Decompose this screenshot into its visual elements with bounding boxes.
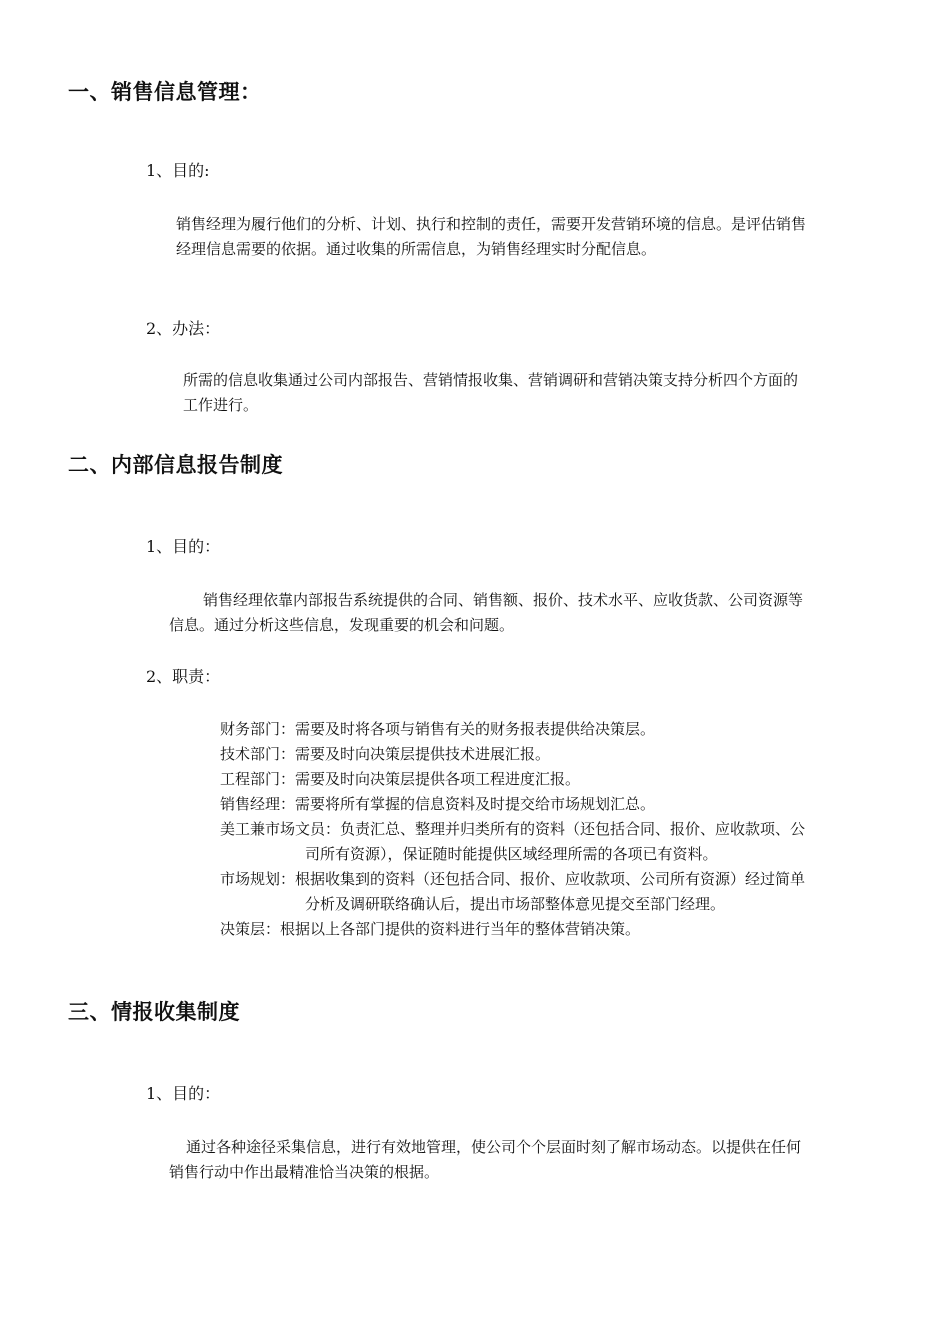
paragraph-line: 销售行动中作出最精准恰当决策的根据。 xyxy=(169,1163,440,1181)
paragraph-line: 所需的信息收集通过公司内部报告、营销情报收集、营销调研和营销决策支持分析四个方面的 xyxy=(183,371,799,389)
paragraph-line: 销售经理为履行他们的分析、计划、执行和控制的责任，需要开发营销环境的信息。是评估销售 xyxy=(176,215,807,233)
role-finance: 财务部门：需要及时将各项与销售有关的财务报表提供给决策层。 xyxy=(220,720,656,738)
paragraph-line: 工作进行。 xyxy=(183,396,259,414)
subheading-purpose: 1、目的: xyxy=(146,161,210,180)
paragraph-line: 信息。通过分析这些信息，发现重要的机会和问题。 xyxy=(169,616,515,634)
role-sales-manager: 销售经理：需要将所有掌握的信息资料及时提交给市场规划汇总。 xyxy=(220,795,656,813)
role-art-clerk-cont: 司所有资源），保证随时能提供区域经理所需的各项已有资料。 xyxy=(305,845,718,863)
subheading-duties: 2、职责： xyxy=(146,667,221,686)
role-art-clerk: 美工兼市场文员：负责汇总、整理并归类所有的资料（还包括合同、报价、应收款项、公 xyxy=(220,820,806,838)
paragraph-line: 通过各种途径采集信息，进行有效地管理，使公司个个层面时刻了解市场动态。以提供在任何 xyxy=(186,1138,802,1156)
subheading-purpose: 1、目的： xyxy=(146,537,221,556)
section-title-sales-info: 一、销售信息管理： xyxy=(68,80,262,104)
role-engineering: 工程部门：需要及时向决策层提供各项工程进度汇报。 xyxy=(220,770,581,788)
role-market-planning: 市场规划：根据收集到的资料（还包括合同、报价、应收款项、公司所有资源）经过简单 xyxy=(220,870,806,888)
section-title-intel-collection: 三、情报收集制度 xyxy=(68,1000,240,1024)
paragraph-line: 销售经理依靠内部报告系统提供的合同、销售额、报价、技术水平、应收货款、公司资源等 xyxy=(203,591,804,609)
role-technology: 技术部门：需要及时向决策层提供技术进展汇报。 xyxy=(220,745,551,763)
subheading-method: 2、办法： xyxy=(146,319,221,338)
role-decision-layer: 决策层：根据以上各部门提供的资料进行当年的整体营销决策。 xyxy=(220,920,641,938)
subheading-purpose: 1、目的： xyxy=(146,1084,221,1103)
role-market-planning-cont: 分析及调研联络确认后，提出市场部整体意见提交至部门经理。 xyxy=(305,895,726,913)
section-title-internal-report: 二、内部信息报告制度 xyxy=(68,453,283,477)
paragraph-line: 经理信息需要的依据。通过收集的所需信息，为销售经理实时分配信息。 xyxy=(176,240,657,258)
